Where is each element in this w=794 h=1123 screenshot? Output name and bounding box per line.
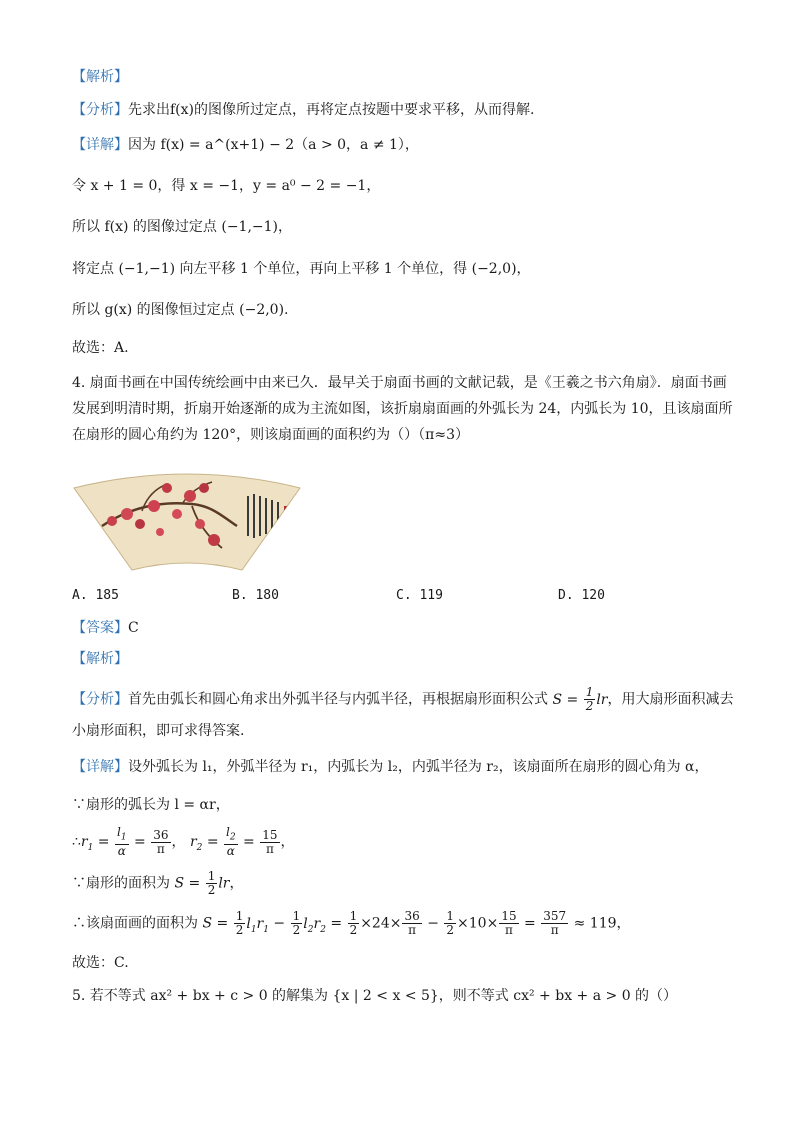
- analysis-tag-2: 【分析】: [72, 691, 128, 708]
- because-arc-length: ∵扇形的弧长为 l = αr，: [72, 797, 230, 813]
- analysis-tag: 【分析】: [72, 102, 128, 118]
- analysis-line: [72, 99, 534, 121]
- because-area-formula: ∵扇形的面积为 S = $\frac{1}{2}$ lr，: [72, 869, 244, 897]
- answer-value: C: [128, 620, 139, 636]
- q4-line1: 4. 扇面书画在中国传统绘画中由来已久．最早关于扇面书画的文献记载，是《王羲之书六角扇》．扇面书画: [72, 375, 727, 391]
- therefore-area-prefix: ∴该扇面画的面积为: [72, 915, 198, 932]
- detail-text: 因为 f(x) = a^(x+1) − 2（a > 0，a ≠ 1），: [128, 137, 419, 153]
- area-formula: S = $\frac{1}{2}$ lr: [552, 685, 608, 713]
- step-conclusion: 所以 g(x) 的图像恒过定点 (−2,0).: [72, 302, 289, 318]
- analysis-text-2a: 首先由弧长和圆心角求出外弧半径与内弧半径，再根据扇形面积公式: [128, 691, 548, 708]
- analysis-heading: 【解析】: [72, 69, 128, 85]
- step-let: 令 x + 1 = 0，得 x = −1，y = a⁰ − 2 = −1，: [72, 178, 381, 194]
- analysis-text-2b: ，用大扇形面积减去: [607, 691, 734, 708]
- option-d: D. 120: [558, 588, 605, 603]
- answer-choice-line-2: 故选：C.: [72, 955, 129, 971]
- option-a: A. 185: [72, 588, 119, 603]
- detail-tag-2: 【详解】: [72, 759, 128, 775]
- step-translate: 将定点 (−1,−1) 向左平移 1 个单位，再向上平移 1 个单位，得 (−2,0)，: [72, 261, 531, 277]
- step-fixed-point: 所以 f(x) 的图像过定点 (−1,−1)，: [72, 219, 293, 235]
- answer-tag: 【答案】: [72, 620, 128, 636]
- option-c: C. 119: [396, 588, 443, 603]
- analysis-line-2: [72, 686, 734, 713]
- q5-line: 5. 若不等式 ax² + bx + c > 0 的解集为 {x | 2 < x < 5}，则不等式 cx² + bx + a > 0 的（）: [72, 988, 678, 1004]
- q4-line3: 在扇形的圆心角约为 120°，则该扇面画的面积约为（）（π≈3）: [72, 427, 470, 443]
- detail-text-2: 设外弧长为 l₁，外弧半径为 r₁，内弧长为 l₂，内弧半径为 r₂，该扇面所在扇形的圆心角为 α，: [128, 759, 709, 775]
- q4-line2: 发展到明清时期，折扇开始逐渐的成为主流如图，该折扇扇面画的外弧长为 24，内弧长为 10，且该扇面所: [72, 401, 733, 417]
- radius-calculation: $\therefore r_1$ = $\frac{l_1}{\alpha}$ = $\frac{36}{\pi}$ ， $r_2$ = $\frac{l_2}{\alpha}$ = $\frac{15}{\pi}$ ，: [72, 825, 295, 859]
- answer-line: [72, 617, 139, 639]
- option-b: B. 180: [232, 588, 279, 603]
- detail-line-2: [72, 756, 709, 778]
- analysis-line-2c: 小扇形面积，即可求得答案.: [72, 723, 245, 739]
- analysis-text: 先求出f(x)的图像所过定点，再将定点按题中要求平移，从而得解.: [128, 102, 535, 118]
- because-area-prefix: ∵扇形的面积为: [72, 875, 170, 892]
- detail-line: [72, 134, 419, 156]
- final-area-calculation: ∴该扇面画的面积为 S = $\frac{1}{2}$ $l_1r_1$ − $\frac{1}{2}$ $l_2r_2$ = $\frac{1}{2}$ ×24× $\frac{36}{\pi}$ − $\frac{1}{2}$ ×10× $\frac{15}{\pi}$ = $\frac{357}{\pi}$ ≈ 119，: [72, 909, 631, 937]
- answer-choice-line: 故选：A.: [72, 340, 129, 356]
- analysis-heading-2: 【解析】: [72, 651, 128, 667]
- folding-fan-painting-icon: [72, 466, 302, 574]
- detail-tag: 【详解】: [72, 137, 128, 153]
- therefore-symbol: ∴: [72, 834, 81, 851]
